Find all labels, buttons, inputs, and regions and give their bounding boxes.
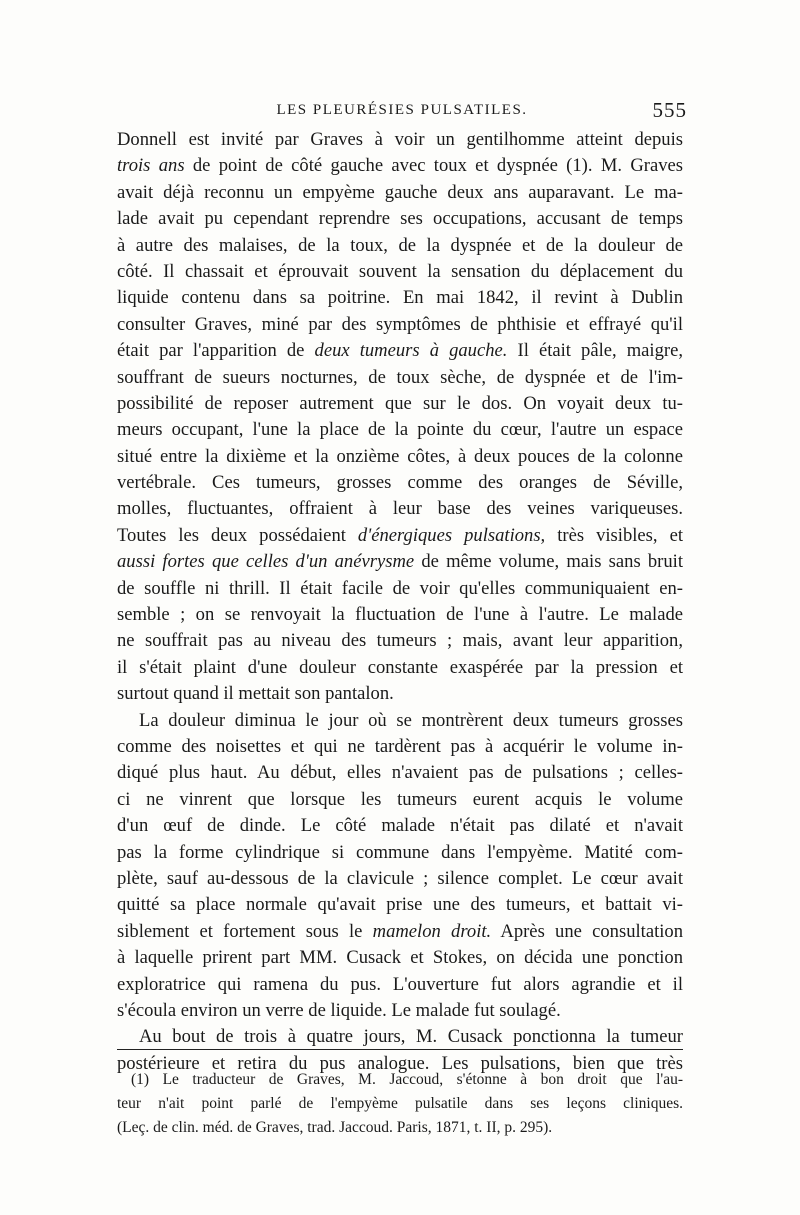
text-line [117, 259, 683, 285]
text-line [117, 628, 683, 654]
text-line [117, 734, 683, 760]
text-line [117, 127, 683, 153]
text-run: ci ne vinrent que lorsque les tumeurs eurent acquis le volume [117, 788, 683, 810]
text-run: pas la forme cylindrique si commune dans l'empyème. Matité com- [117, 841, 683, 863]
text-line [117, 998, 683, 1024]
text-line [117, 840, 683, 866]
text-run: à autre des malaises, de la toux, de la dyspnée et de la douleur de [117, 234, 683, 256]
text-line [117, 655, 683, 681]
text-line [117, 708, 683, 734]
body-text [117, 127, 683, 1077]
italic-run: trois ans [117, 155, 185, 177]
text-run: plète, sauf au-dessous de la clavicule ; silence complet. Le cœur avait [117, 867, 683, 889]
text-line [117, 417, 683, 443]
text-run: de même volume, mais sans bruit [414, 551, 683, 573]
text-line [117, 523, 683, 549]
text-run: vertébrale. Ces tumeurs, grosses comme des oranges de Séville, [117, 472, 683, 494]
text-run: comme des noisettes et qui ne tardèrent pas à acquérir le volume in- [117, 735, 683, 757]
text-line [117, 576, 683, 602]
text-line [117, 813, 683, 839]
footnote-rule [117, 1049, 683, 1050]
footnote [117, 1068, 683, 1140]
text-run: Au bout de trois à quatre jours, M. Cusack ponctionna la tumeur [139, 1026, 683, 1048]
text-run: d'un œuf de dinde. Le côté malade n'était pas dilaté et n'avait [117, 815, 683, 837]
text-line [117, 919, 683, 945]
page-number: 555 [652, 98, 687, 122]
italic-run: deux tumeurs à gauche. [314, 340, 508, 362]
text-line [117, 233, 683, 259]
text-line [117, 681, 683, 707]
italic-run: aussi fortes que celles d'un anévrysme [117, 551, 415, 573]
text-line [117, 206, 683, 232]
text-line [117, 444, 683, 470]
text-line [117, 972, 683, 998]
text-run: surtout quand il mettait son pantalon. [117, 683, 394, 705]
text-run: semble ; on se renvoyait la fluctuation de l'une à l'autre. Le malade [117, 604, 683, 626]
text-run: exploratrice qui ramena du pus. L'ouverture fut alors agrandie et il [117, 973, 683, 995]
text-run: diqué plus haut. Au début, elles n'avaient pas de pulsations ; celles- [117, 762, 683, 784]
text-run: était par l'apparition de [117, 340, 315, 362]
text-line [117, 760, 683, 786]
text-line [117, 602, 683, 628]
text-line [117, 470, 683, 496]
text-run: de souffle ni thrill. Il était facile de voir qu'elles communiquaient en- [117, 577, 683, 599]
text-line [117, 285, 683, 311]
text-line [117, 496, 683, 522]
text-line [117, 153, 683, 179]
text-run: possibilité de reposer autrement que sur le dos. On voyait deux tu- [117, 392, 683, 414]
text-run: Il était pâle, maigre, [507, 340, 683, 362]
text-run: siblement et fortement sous le [117, 920, 373, 942]
running-head [117, 98, 687, 126]
text-run: Après une consultation [491, 920, 684, 942]
footnote-line: teur n'ait point parlé de l'empyème pulsatile dans ses leçons cliniques. [117, 1095, 683, 1112]
text-line [117, 391, 683, 417]
text-run: de point de côté gauche avec toux et dyspnée (1). M. Graves [184, 155, 683, 177]
text-run: liquide contenu dans sa poitrine. En mai 1842, il revint à Dublin [117, 287, 683, 309]
italic-run: d'énergiques pulsations, [357, 524, 546, 546]
text-run: lade avait pu cependant reprendre ses occupations, accusant de temps [117, 208, 683, 230]
running-title: LES PLEURÉSIES PULSATILES. [276, 102, 528, 118]
text-line [117, 945, 683, 971]
text-run: quitté sa place normale qu'avait prise une des tumeurs, et battait vi- [117, 894, 683, 916]
text-run: à laquelle prirent part MM. Cusack et Stokes, on décida une ponction [117, 947, 683, 969]
footnote-line: (Leç. de clin. méd. de Graves, trad. Jaccoud. Paris, 1871, t. II, p. 295). [117, 1119, 553, 1136]
text-run: La douleur diminua le jour où se montrèrent deux tumeurs grosses [139, 709, 683, 731]
text-line [117, 365, 683, 391]
text-run: Donnell est invité par Graves à voir un gentilhomme atteint depuis [117, 129, 683, 150]
footnote-line: (1) Le traducteur de Graves, M. Jaccoud, s'étonne à bon droit que l'au- [131, 1071, 683, 1088]
text-line [117, 787, 683, 813]
text-run: s'écoula environ un verre de liquide. Le malade fut soulagé. [117, 999, 561, 1021]
text-run: souffrant de sueurs nocturnes, de toux sèche, de dyspnée et de l'im- [117, 366, 683, 388]
text-run: très visibles, et [545, 524, 683, 546]
text-line [117, 1024, 683, 1050]
italic-run: mamelon droit. [372, 920, 492, 942]
text-line [117, 549, 683, 575]
text-run: molles, fluctuantes, offraient à leur base des veines variqueuses. [117, 498, 683, 520]
text-run: ne souffrait pas au niveau des tumeurs ; mais, avant leur apparition, [117, 630, 683, 652]
text-line [117, 338, 683, 364]
text-run: il s'était plaint d'une douleur constante exaspérée par la pression et [117, 656, 683, 678]
text-run: Toutes les deux possédaient [117, 524, 358, 546]
text-run: situé entre la dixième et la onzième côtes, à deux pouces de la colonne [117, 445, 683, 467]
text-run: consulter Graves, miné par des symptômes de phthisie et effrayé qu'il [117, 313, 683, 335]
text-run: avait déjà reconnu un empyème gauche deux ans auparavant. Le ma- [117, 181, 683, 203]
text-line [117, 312, 683, 338]
text-line [117, 892, 683, 918]
text-run: postérieure et retira du pus analogue. Les pulsations, bien que très [117, 1052, 683, 1074]
text-line [117, 866, 683, 892]
text-run: côté. Il chassait et éprouvait souvent la sensation du déplacement du [117, 260, 683, 282]
text-line [117, 180, 683, 206]
text-run: meurs occupant, l'une la place de la pointe du cœur, l'autre un espace [117, 419, 683, 441]
